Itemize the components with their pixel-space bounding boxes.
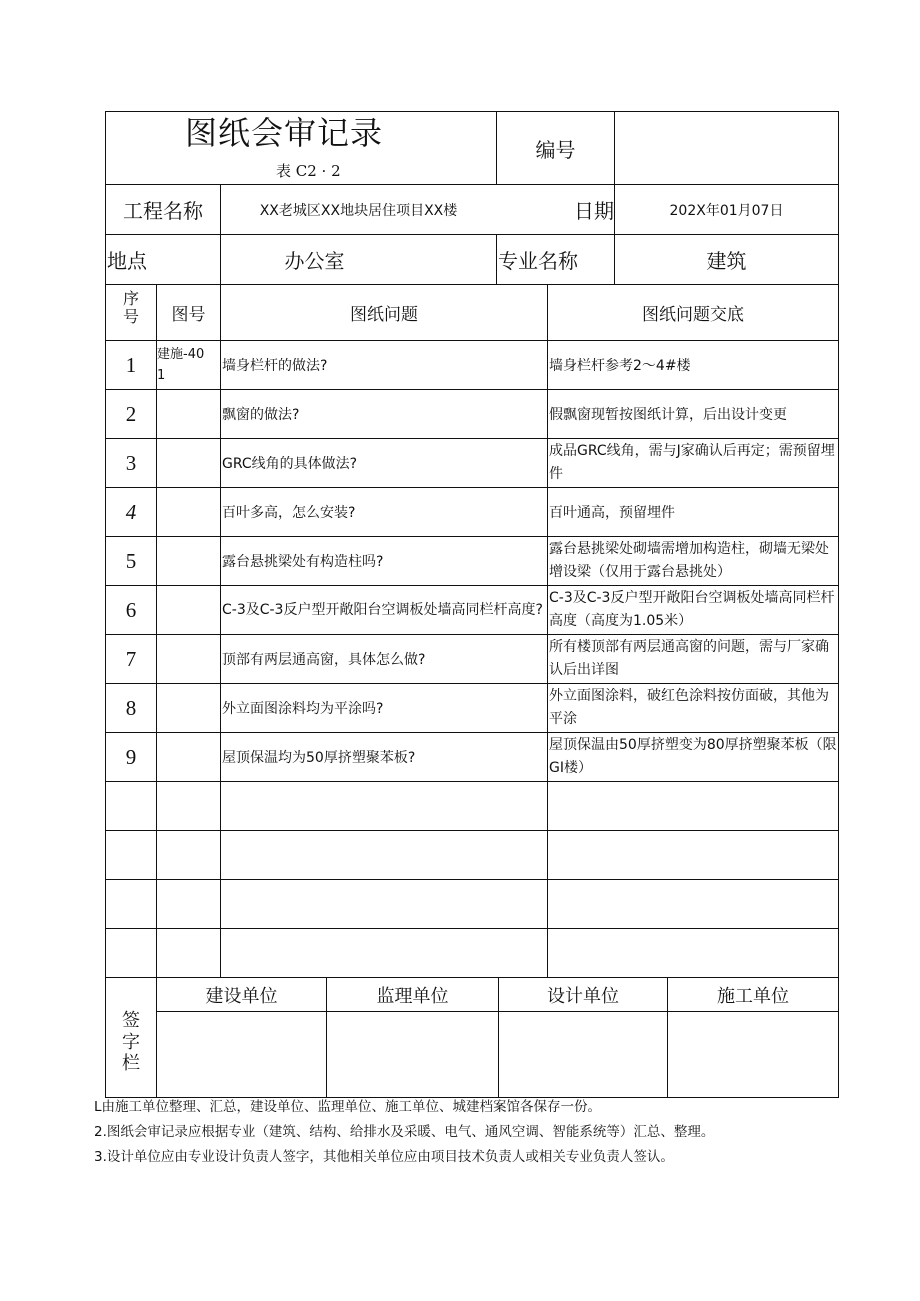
row-answer: 百叶通高，预留埋件: [549, 505, 675, 521]
row-seq: 8: [125, 695, 137, 720]
row-seq: 5: [125, 548, 137, 573]
specialty-label: 专业名称: [498, 249, 578, 273]
project-name-label: 工程名称: [123, 199, 203, 223]
row-answer: C-3及C-3反户型开敞阳台空调板处墙高同栏杆高度（高度为1.05米）: [549, 590, 835, 629]
project-name-value: XX老城区XX地块居住项目XX楼: [259, 202, 458, 219]
signature-unit-designer: 设计单位: [547, 985, 619, 1007]
row-drawing-no: [157, 488, 220, 536]
col-answer-header: 图纸问题交底: [642, 305, 744, 325]
number-value: [615, 112, 838, 184]
note-1: L由施工单位整理、汇总，建设单位、监理单位、施工单位、城建档案馆各保存一份。: [94, 1099, 602, 1115]
location-value: 办公室: [284, 249, 345, 273]
row-answer: 露台悬挑梁处砌墙需增加构造柱，砌墙无梁处增设梁（仅用于露台悬挑处）: [549, 541, 829, 580]
note-3: 3.设计单位应由专业设计负责人签字，其他相关单位应由项目技术负责人或相关专业负责人签认。: [94, 1149, 674, 1165]
signature-label: [106, 1010, 156, 1075]
col-problem-header: 图纸问题: [350, 305, 418, 325]
row-problem: 墙身栏杆的做法?: [222, 358, 328, 374]
row-drawing-no: [157, 733, 220, 781]
row-problem: C-3及C-3反户型开敞阳台空调板处墙高同栏杆高度?: [222, 601, 543, 618]
col-seq-header-text: 序号: [122, 289, 139, 327]
row-answer: 墙身栏杆参考2～4#楼: [549, 358, 691, 374]
col-seq-header: [106, 290, 156, 327]
row-drawing-no: [157, 390, 220, 438]
row-seq: 7: [125, 646, 137, 671]
row-seq: 4: [125, 499, 137, 524]
row-drawing-no: [157, 635, 220, 683]
row-seq: 1: [125, 352, 137, 377]
row-problem: 飘窗的做法?: [222, 407, 300, 423]
row-problem: 外立面图涂料均为平涂吗?: [222, 701, 384, 717]
row-seq: 9: [125, 744, 137, 769]
row-drawing-no: [157, 586, 220, 634]
form-code: 表 C2 · 2: [276, 162, 341, 180]
signature-unit-contractor: 施工单位: [717, 985, 789, 1007]
number-label: 编号: [535, 137, 576, 162]
page-title: 图纸会审记录: [185, 114, 384, 152]
signature-unit-owner: 建设单位: [205, 985, 278, 1007]
row-seq: 3: [125, 450, 137, 475]
row-answer: 成品GRC线角，需与J家确认后再定；需预留埋件: [549, 443, 835, 482]
row-answer: 外立面图涂料，破红色涂料按仿面破，其他为平涂: [549, 688, 829, 727]
row-answer: 假飘窗现暂按图纸计算，后出设计变更: [549, 407, 787, 423]
row-drawing-no: 建施-401: [157, 347, 205, 383]
row-problem: 屋顶保温均为50厚挤塑聚苯板?: [222, 750, 416, 766]
date-label: 日期: [574, 199, 614, 223]
note-2: 2.图纸会审记录应根据专业（建筑、结构、给排水及采暖、电气、通风空调、智能系统等）汇总、整理。: [94, 1124, 715, 1140]
row-answer: 屋顶保温由50厚挤塑变为80厚挤塑聚苯板（限GI楼）: [549, 737, 837, 776]
row-seq: 6: [125, 597, 137, 622]
row-answer: 所有楼顶部有两层通高窗的问题，需与厂家确认后出详图: [549, 639, 829, 678]
row-seq: 2: [125, 401, 137, 426]
row-drawing-no: [157, 684, 220, 732]
row-problem: 百叶多高，怎么安装?: [222, 505, 356, 521]
specialty-value: 建筑: [706, 249, 747, 273]
row-problem: 顶部有两层通高窗，具体怎么做?: [222, 652, 426, 668]
date-value: 202X年01月07日: [669, 202, 784, 219]
signature-unit-supervisor: 监理单位: [376, 985, 449, 1007]
row-problem: 露台悬挑梁处有构造柱吗?: [222, 554, 384, 570]
row-drawing-no: [157, 537, 220, 585]
signature-label-text: 签字栏: [122, 1010, 140, 1075]
row-drawing-no: [157, 439, 220, 487]
col-drawing-header: 图号: [171, 305, 206, 325]
location-label: 地点: [107, 249, 147, 273]
row-problem: GRC线角的具体做法?: [222, 456, 358, 472]
